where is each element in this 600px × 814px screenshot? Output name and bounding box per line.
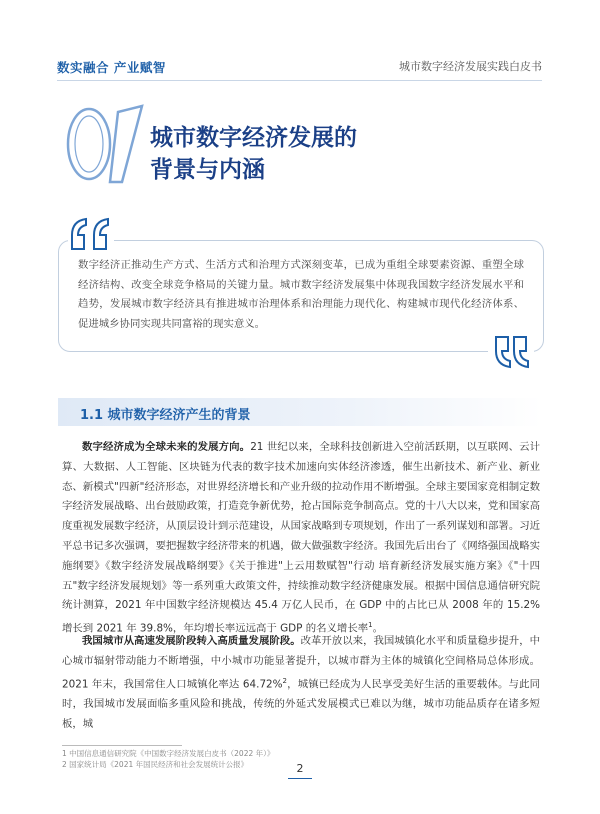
paragraph-2	[62, 632, 540, 734]
chapter-number: 01	[60, 98, 62, 99]
open-quote-icon	[68, 215, 114, 253]
close-quote-icon	[488, 333, 534, 371]
paragraph-1-end: 。	[372, 622, 383, 635]
paragraph-1-lead: 数字经济成为全球未来的发展方向。	[82, 441, 251, 453]
footnote-ref-1: 1	[368, 621, 373, 630]
paragraph-1-body: 21 世纪以来，全球科技创新进入空前活跃期，以互联网、云计算、大数据、人工智能、区块链为代表的数字技术加速向实体经济渗透，催生出新技术、新产业、新业态、新模式"四新"经济形态，对世界经济增长和产业升级的拉动作用不断增强。全球主要国家竞相制定数字经济发展战略、出台鼓励政策，打造竞争新优势，抢占国际竞争制高点。党的十八大以来，党和国家高度重视发展数字经济，从顶层设计到示范建设，从国家战略到专项规划，作出了一系列谋划和部署。习近平总书记多次强调，要把握数字经济带来的机遇，做大做强数字经济。我国先后出台了《网络强国战略实施纲要》《数字经济发展战略纲要》《关于推进"上云用数赋智"行动 培育新经济发展实施方案》《"十四五"数字经济发展规划》等一系列重大政策文件，持续推动数字经济健康发展。根据中国信息通信研究院统计测算，2021 年中国数字经济规模达 45.4 万亿人民币，在 GDP 中的占比已从 2008 年的 15.2% 增长到 2021 年 39.8%，年均增长率远远高于 GDP 的名义增长率	[62, 441, 540, 635]
chapter-title-line2: 背景与内涵	[150, 157, 265, 183]
chapter-title-line1: 城市数字经济发展的	[150, 125, 357, 151]
header-document-title: 城市数字经济发展实践白皮书	[399, 60, 542, 73]
header-left-slogan: 数实融合 产业赋智	[57, 60, 166, 75]
page-number: 2	[296, 762, 304, 775]
page-number-underline	[288, 778, 312, 779]
chapter-title	[150, 122, 357, 186]
header-divider	[57, 80, 542, 81]
footnote-2: 2 国家统计局《2021 年国民经济和社会发展统计公报》	[62, 760, 249, 769]
footnote-ref-2: 2	[282, 676, 288, 685]
intro-quote-text: 数字经济正推动生产方式、生活方式和治理方式深刻变革，已成为重组全球要素资源、重塑全球经济结构、改变全球竞争格局的关键力量。城市数字经济发展集中体现我国数字经济发展水平和趋势，发展城市数字经济具有推进城市治理体系和治理能力现代化、构建城市现代化经济体系、促进城乡协同实现共同富裕的现实意义。	[78, 259, 524, 330]
chapter-number-graphic	[60, 98, 150, 188]
footnote-1: 1 中国信息通信研究院《中国数字经济发展白皮书（2022 年）》	[62, 749, 275, 758]
paragraph-2-body-2: ，城镇已经成为人民享受美好生活的重要载体。与此同时，我国城市发展面临多重风险和挑战，传统的外延式发展模式已难以为继，城市功能品质存在诸多短板，城	[62, 678, 540, 730]
footnote-divider	[62, 745, 182, 746]
paragraph-2-body-1: 改革开放以来，我国城镇化水平和质量稳步提升，中心城市辐射带动能力不断增强，中小城市功能显著提升，以城市群为主体的城镇化空间格局总体形成。2021 年末，我国常住人口城镇化率达 64.72%	[62, 635, 541, 691]
section-title: 1.1 城市数字经济产生的背景	[80, 408, 251, 423]
paragraph-1	[62, 438, 540, 639]
paragraph-2-lead: 我国城市从高速发展阶段转入高质量发展阶段。	[82, 635, 301, 647]
